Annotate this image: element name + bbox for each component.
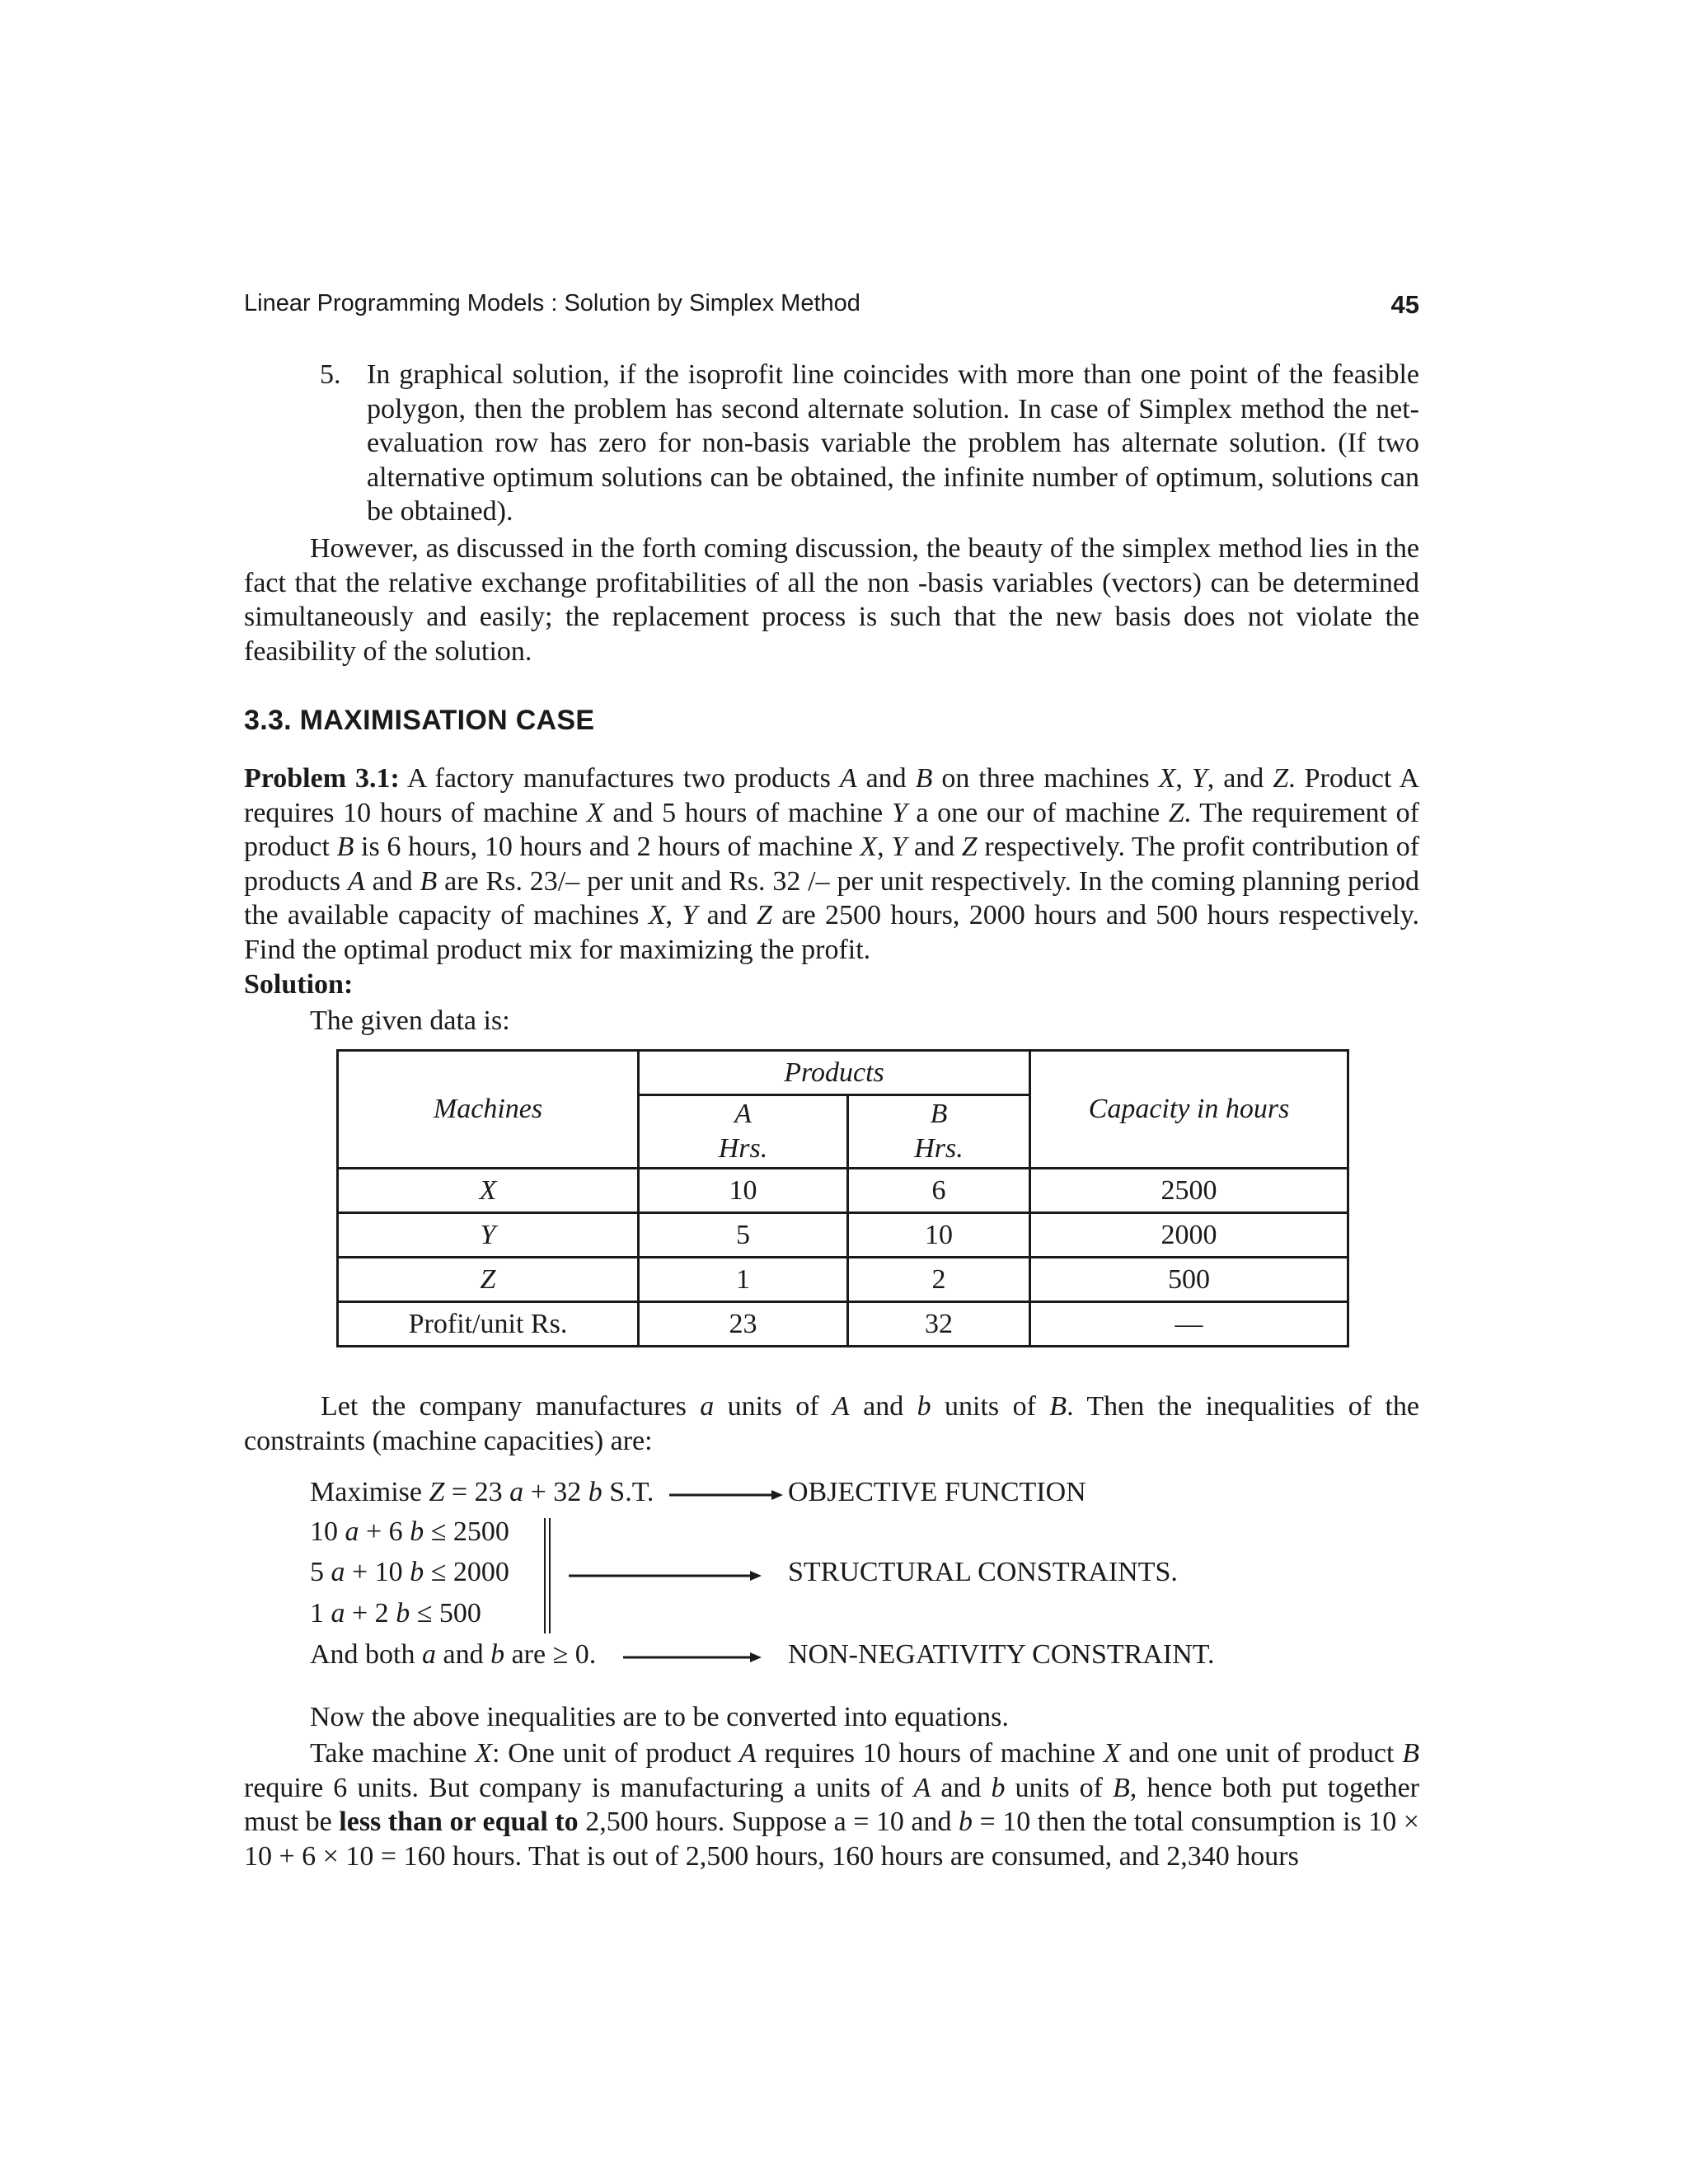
text-run: require 6 units. But company is manufacturing a units of (244, 1772, 914, 1803)
text-run: units of (1005, 1772, 1114, 1803)
var: a (345, 1516, 359, 1547)
text-run: 1 (310, 1598, 331, 1629)
text-run: Take machine (310, 1738, 476, 1769)
structural-constraints-label: STRUCTURAL CONSTRAINTS. (788, 1557, 1178, 1587)
cell-machine: Z (338, 1258, 639, 1302)
text-run: and (849, 1391, 917, 1422)
text-run: are ≥ 0. (504, 1639, 597, 1670)
text-run: are Rs. 23/– per unit and Rs. 32 /– per unit respectively. In the coming planning period the available capacity of machines (244, 865, 1420, 930)
var: a (422, 1639, 436, 1670)
table-row (338, 1213, 1348, 1258)
header-products: Products (639, 1051, 1030, 1095)
text-run: requires 10 hours of machine (756, 1738, 1104, 1769)
text-run: 10 (310, 1516, 345, 1547)
text-run: , and (1207, 763, 1273, 794)
cell-a: 1 (639, 1258, 848, 1302)
var: X (586, 797, 604, 828)
text-run: + 6 (359, 1516, 410, 1547)
var: b (588, 1477, 603, 1507)
text-run: , (1175, 763, 1192, 794)
text-run: : One unit of product (492, 1738, 739, 1769)
arrow-right-icon (569, 1569, 763, 1582)
cell-capacity: 2500 (1030, 1169, 1348, 1213)
list-item-text: In graphical solution, if the isoprofit line coincides with more than one point of the feasible polygon, then the problem has second alternate solution. In case of Simplex method the net-evaluation row has zero for non-basis variable the problem has alternate solution. (If two alternative optimum solutions can be obtained, the infinite number of optimum, solutions can be obtained). (367, 359, 1419, 527)
text-run: + 2 (345, 1598, 396, 1629)
text-run: a one our of machine (907, 797, 1169, 828)
table-row-profit (338, 1302, 1348, 1347)
cell-profit-label: Profit/unit Rs. (338, 1302, 639, 1347)
text-run: hence both put together must be (244, 1772, 1420, 1837)
cell-profit-b: 32 (848, 1302, 1030, 1347)
paragraph-let (244, 1390, 1419, 1458)
var: X (475, 1738, 493, 1769)
paragraph-take (244, 1736, 1419, 1873)
text-run: and (697, 900, 757, 930)
text-run: 5 (310, 1557, 331, 1587)
text-run: Maximise (310, 1477, 429, 1507)
text-run: ≤ 2500 (424, 1516, 509, 1547)
text-run: units of (931, 1391, 1050, 1422)
text-run: ≤ 500 (410, 1598, 481, 1629)
var: X (648, 900, 666, 930)
section-heading: 3.3. MAXIMISATION CASE (244, 705, 595, 736)
var: B (336, 832, 354, 862)
bold-text: less than or equal to (339, 1807, 579, 1837)
table-row (338, 1169, 1348, 1213)
page-number: 45 (1390, 290, 1419, 319)
constraint-3 (310, 1598, 481, 1629)
var: B, (1113, 1772, 1137, 1803)
cell-machine: X (338, 1169, 639, 1213)
text-run: and (436, 1639, 491, 1670)
header-product-a (639, 1095, 848, 1169)
text-run: . Product A requires 10 hours of machine (244, 763, 1420, 828)
non-negativity-constraint (310, 1639, 596, 1671)
var: Z (757, 900, 772, 930)
text-run: = 10 then the total consumption is 10 × 10 + 6 × 10 = 160 hours. That is out of 2,500 hours, 160 hours are consumed, and 2,340 hours (244, 1807, 1419, 1872)
arrow-right-icon (669, 1488, 785, 1502)
var: B (1402, 1738, 1419, 1769)
text-run: is 6 hours, 10 hours and 2 hours of machine (354, 832, 860, 862)
var: b (410, 1557, 424, 1587)
cell-b: 10 (848, 1213, 1030, 1258)
var: b (396, 1598, 410, 1629)
equation-block (310, 1477, 1419, 1683)
text-run: . Then the inequalities of the constraints (machine capacities) are: (244, 1391, 1419, 1456)
var: Y (682, 900, 698, 930)
col-b-label: B (930, 1099, 948, 1129)
text-run: A factory manufactures two products (399, 763, 840, 794)
objective-equation (310, 1477, 654, 1508)
data-table (336, 1049, 1349, 1347)
var: Z (961, 832, 978, 862)
var: X (860, 832, 878, 862)
var: a (700, 1391, 715, 1422)
cell-a: 10 (639, 1169, 848, 1213)
var: Z (429, 1477, 445, 1507)
var: Z (1168, 797, 1184, 828)
cell-a: 5 (639, 1213, 848, 1258)
var: A (738, 1738, 757, 1769)
var: a (331, 1598, 345, 1629)
paragraph-now: Now the above inequalities are to be converted into equations. (310, 1702, 1009, 1732)
var: b (410, 1516, 424, 1547)
text-run: = 23 (444, 1477, 510, 1507)
cell-capacity: 500 (1030, 1258, 1348, 1302)
table-row (338, 1258, 1348, 1302)
running-title: Linear Programming Models : Solution by Simplex Method (244, 290, 860, 316)
cell-profit-a: 23 (639, 1302, 848, 1347)
text-run: . The requirement of product (244, 797, 1419, 862)
header-capacity: Capacity in hours (1030, 1051, 1348, 1169)
var: Z (1273, 763, 1289, 794)
var: X (1103, 1738, 1121, 1769)
cell-b: 6 (848, 1169, 1030, 1213)
col-a-label: A (734, 1099, 752, 1129)
text-run: Let the company manufactures (321, 1391, 701, 1422)
objective-function-label: OBJECTIVE FUNCTION (788, 1477, 1086, 1507)
text-run: on three machines (932, 763, 1159, 794)
text-run: and (907, 832, 962, 862)
text-run: and (364, 865, 420, 897)
var: A (347, 865, 365, 897)
paragraph-however: However, as discussed in the forth coming discussion, the beauty of the simplex method lies in the fact that the relative exchange profitabilities of all the non -basis variables (vectors) can be determined simultaneously and easily; the replacement process is such that the new basis does not violate the feasibility of the solution. (244, 533, 1419, 667)
grouping-bracket-icon (542, 1518, 552, 1633)
list-item-5 (320, 358, 1419, 529)
text-run: , (877, 832, 892, 862)
text-run: ≤ 2000 (424, 1557, 509, 1587)
var: b (490, 1639, 505, 1670)
text-run: , (665, 900, 682, 930)
var: A (839, 763, 857, 794)
constraint-1 (310, 1516, 509, 1548)
var: a (509, 1477, 524, 1507)
var: b (959, 1807, 973, 1837)
var: b (991, 1772, 1006, 1803)
arrow-right-icon (623, 1651, 763, 1664)
col-a-unit: Hrs. (718, 1133, 768, 1164)
var: X (1158, 763, 1176, 794)
given-data-text: The given data is: (310, 1005, 510, 1036)
solution-label: Solution: (244, 969, 354, 1000)
text-run: and one unit of product (1120, 1738, 1403, 1769)
var: B (1049, 1391, 1067, 1422)
header-machines: Machines (338, 1051, 639, 1169)
table-header-row (338, 1051, 1348, 1095)
cell-b: 2 (848, 1258, 1030, 1302)
list-item-number: 5. (320, 359, 341, 390)
cell-profit-capacity: — (1030, 1302, 1348, 1347)
non-negativity-label: NON-NEGATIVITY CONSTRAINT. (788, 1639, 1215, 1670)
header-product-b (848, 1095, 1030, 1169)
var: Y (891, 832, 907, 862)
problem-statement (244, 762, 1419, 967)
text-run: and 5 hours of machine (603, 797, 892, 828)
var: A (913, 1772, 931, 1803)
var: Y (891, 797, 907, 828)
text-run: and (856, 763, 916, 794)
cell-capacity: 2000 (1030, 1213, 1348, 1258)
text-run: units of (714, 1391, 832, 1422)
text-run: S.T. (602, 1477, 654, 1507)
text-run: and (931, 1772, 992, 1803)
constraint-2 (310, 1557, 509, 1588)
cell-machine: Y (338, 1213, 639, 1258)
running-header (244, 290, 1419, 323)
var: a (331, 1557, 345, 1587)
text-run: + 32 (523, 1477, 588, 1507)
var: B (915, 763, 933, 794)
col-b-unit: Hrs. (914, 1133, 964, 1164)
text-run: respectively. The profit contribution of products (244, 832, 1420, 897)
var: b (917, 1391, 931, 1422)
var: Y (1191, 763, 1207, 794)
var: B (420, 865, 438, 897)
problem-label: Problem 3.1: (244, 763, 400, 794)
text-run: And both (310, 1639, 422, 1670)
var: A (832, 1391, 850, 1422)
text-run: + 10 (345, 1557, 410, 1587)
text-run: 2,500 hours. Suppose a = 10 and (578, 1807, 959, 1837)
text-run: are 2500 hours, 2000 hours and 500 hours respectively. Find the optimal product mix for maximizing the profit. (244, 900, 1420, 965)
